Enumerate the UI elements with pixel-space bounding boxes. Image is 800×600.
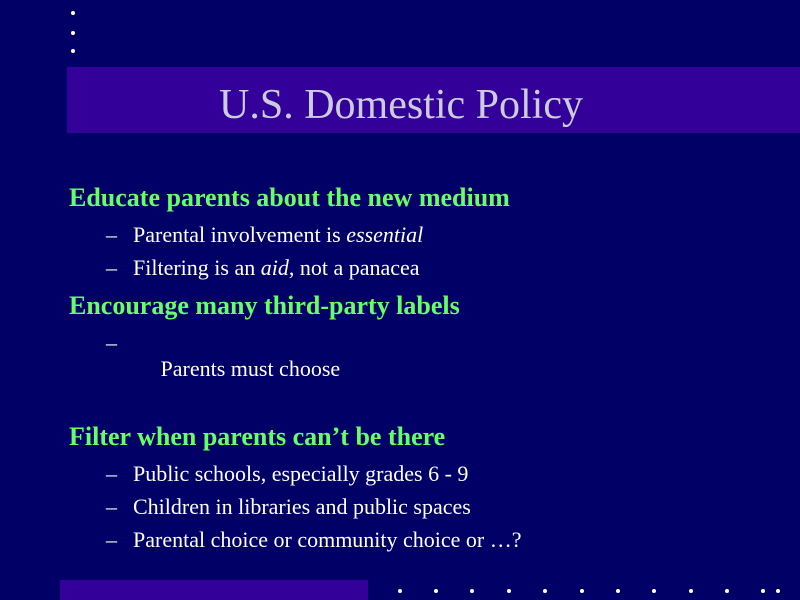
decorative-dot [689, 589, 693, 593]
decorative-dot [507, 589, 511, 593]
decorative-dot [616, 589, 620, 593]
decorative-dot [71, 49, 75, 53]
bullet-text: , not a panacea [288, 255, 420, 280]
decorative-dot [543, 589, 547, 593]
bullet-item [69, 494, 789, 520]
bullet-item [69, 330, 789, 408]
section-heading: Filter when parents can’t be there [69, 422, 446, 451]
decorative-dot [652, 589, 656, 593]
title-bar [67, 67, 800, 133]
decorative-dot [725, 589, 729, 593]
bullet-text: Parental choice or community choice or …? [133, 527, 522, 552]
bullet-dash: – [106, 461, 117, 486]
bullet-text: Children in libraries and public spaces [133, 494, 471, 519]
slide-title: U.S. Domestic Policy [219, 82, 583, 128]
bullet-text: Public schools, especially grades 6 - 9 [133, 461, 469, 486]
bullet-dash: – [106, 330, 117, 355]
section-heading: Educate parents about the new medium [69, 183, 510, 212]
decorative-dot [470, 589, 474, 593]
decorative-dot [776, 589, 780, 593]
bullet-dash: – [106, 494, 117, 519]
decorative-dot [71, 11, 75, 15]
decorative-dot [761, 589, 765, 593]
bullet-text: Parents must choose [155, 356, 341, 381]
bullet-item [69, 222, 789, 248]
bullet-dash: – [106, 255, 117, 280]
bullet-emphasis: aid [260, 255, 289, 280]
bullet-item [69, 461, 789, 487]
slide-content [69, 180, 789, 560]
decorative-dot [434, 589, 438, 593]
decorative-dot [71, 31, 75, 35]
bullet-emphasis: essential [346, 222, 424, 247]
bullet-item [69, 527, 789, 553]
section-heading: Encourage many third-party labels [69, 291, 460, 320]
decorative-dot [398, 589, 402, 593]
decorative-dot [580, 589, 584, 593]
bullet-dash: – [106, 222, 117, 247]
bullet-item [69, 255, 789, 281]
footer-bar [60, 580, 368, 600]
bullet-dash: – [106, 527, 117, 552]
bullet-text: Parental involvement is [133, 222, 347, 247]
bullet-text: Filtering is an [133, 255, 261, 280]
